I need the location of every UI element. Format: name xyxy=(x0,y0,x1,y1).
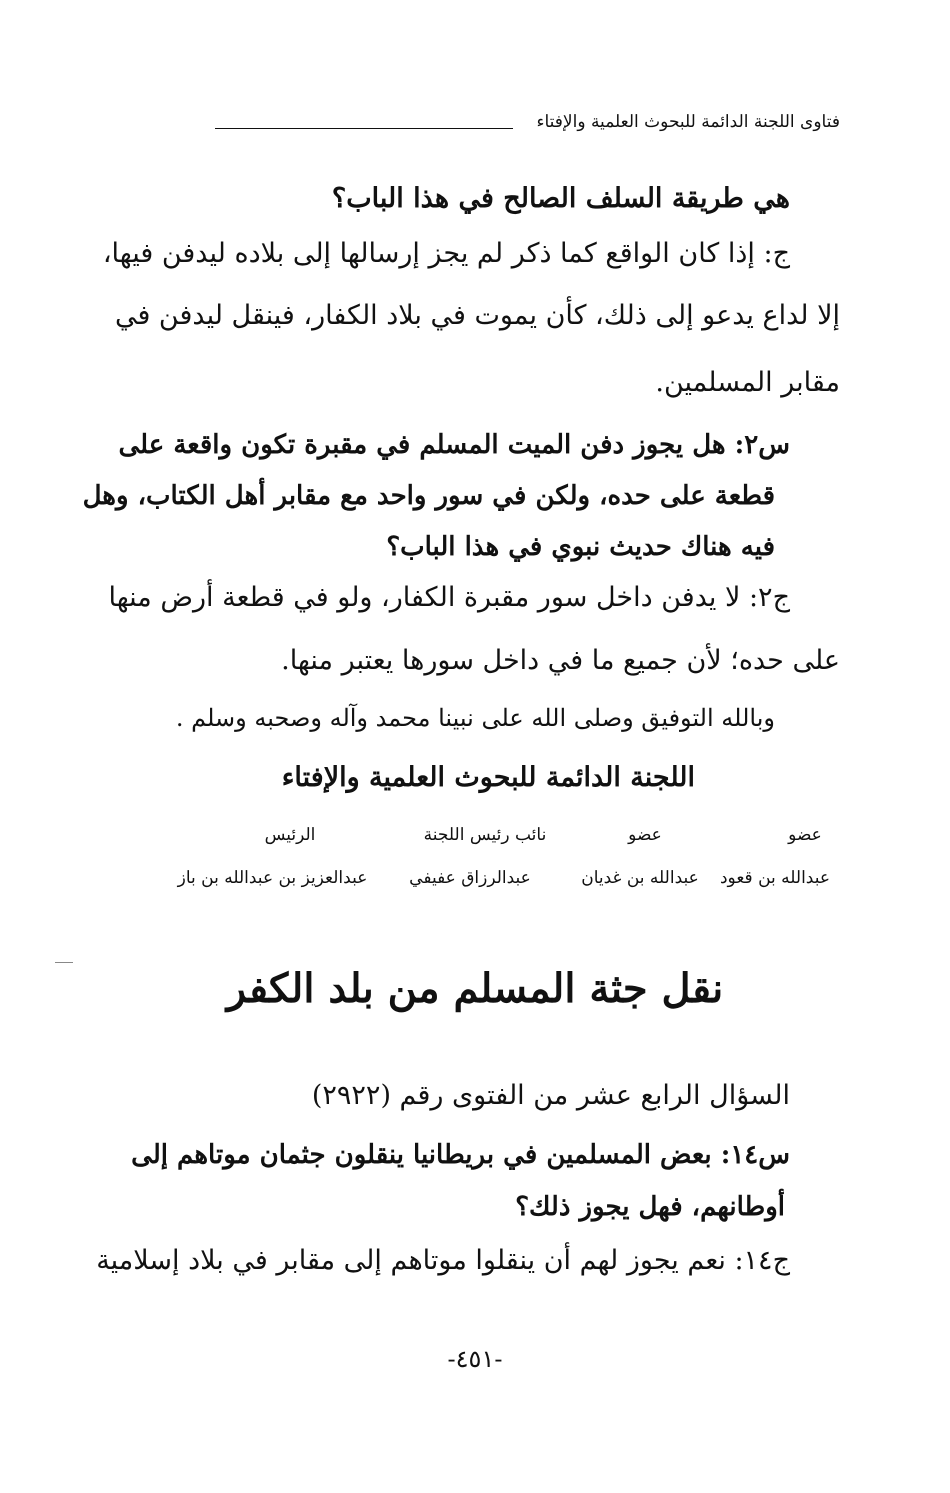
running-header-title: فتاوى اللجنة الدائمة للبحوث العلمية والإفتاء xyxy=(536,112,840,132)
page-number: -٤٥١- xyxy=(447,1345,503,1373)
signatory-name: عبدالله بن غديان xyxy=(581,868,699,888)
signatory-name: عبدالرزاق عفيفي xyxy=(409,868,531,888)
section-title: نقل جثة المسلم من بلد الكفر xyxy=(226,965,724,1012)
answer-line-3: مقابر المسلمين. xyxy=(655,367,840,398)
answer-2-line-2: على حده؛ لأن جميع ما في داخل سورها يعتبر منها. xyxy=(281,645,840,676)
answer-2-line-1: ج٢: لا يدفن داخل سور مقبرة الكفار، ولو في قطعة أرض منها xyxy=(108,582,790,613)
question-2-line-2: قطعة على حده، ولكن في سور واحد مع مقابر أهل الكتاب، وهل xyxy=(82,481,775,511)
question-2-line-3: فيه هناك حديث نبوي في هذا الباب؟ xyxy=(386,532,775,562)
closing-prayer: وبالله التوفيق وصلى الله على نبينا محمد وآله وصحبه وسلم . xyxy=(175,704,775,732)
question-14-intro: السؤال الرابع عشر من الفتوى رقم (٢٩٢٢) xyxy=(311,1080,790,1111)
signatory-role: نائب رئيس اللجنة xyxy=(423,825,547,845)
stray-mark xyxy=(55,962,73,963)
header-rule xyxy=(215,128,513,129)
signatory-role: عضو xyxy=(628,825,662,845)
question-2-line-1: س٢: هل يجوز دفن الميت المسلم في مقبرة تكون واقعة على xyxy=(118,430,790,460)
committee-name: اللجنة الدائمة للبحوث العلمية والإفتاء xyxy=(281,762,695,793)
signatory-name: عبدالعزيز بن عبدالله بن باز xyxy=(177,868,368,888)
question-14-line-1: س١٤: بعض المسلمين في بريطانيا ينقلون جثمان موتاهم إلى xyxy=(131,1140,790,1170)
question-continuation: هي طريقة السلف الصالح في هذا الباب؟ xyxy=(331,183,790,214)
question-14-line-2: أوطانهم، فهل يجوز ذلك؟ xyxy=(515,1192,785,1222)
signatory-name: عبدالله بن قعود xyxy=(719,868,830,888)
signatory-role: عضو xyxy=(788,825,822,845)
answer-line-1: ج: إذا كان الواقع كما ذكر لم يجز إرسالها إلى بلاده ليدفن فيها، xyxy=(102,238,790,269)
answer-line-2: إلا لداع يدعو إلى ذلك، كأن يموت في بلاد الكفار، فينقل ليدفن في xyxy=(114,300,840,331)
signatory-role: الرئيس xyxy=(264,825,316,845)
answer-14-line-1: ج١٤: نعم يجوز لهم أن ينقلوا موتاهم إلى مقابر في بلاد إسلامية xyxy=(96,1245,790,1276)
